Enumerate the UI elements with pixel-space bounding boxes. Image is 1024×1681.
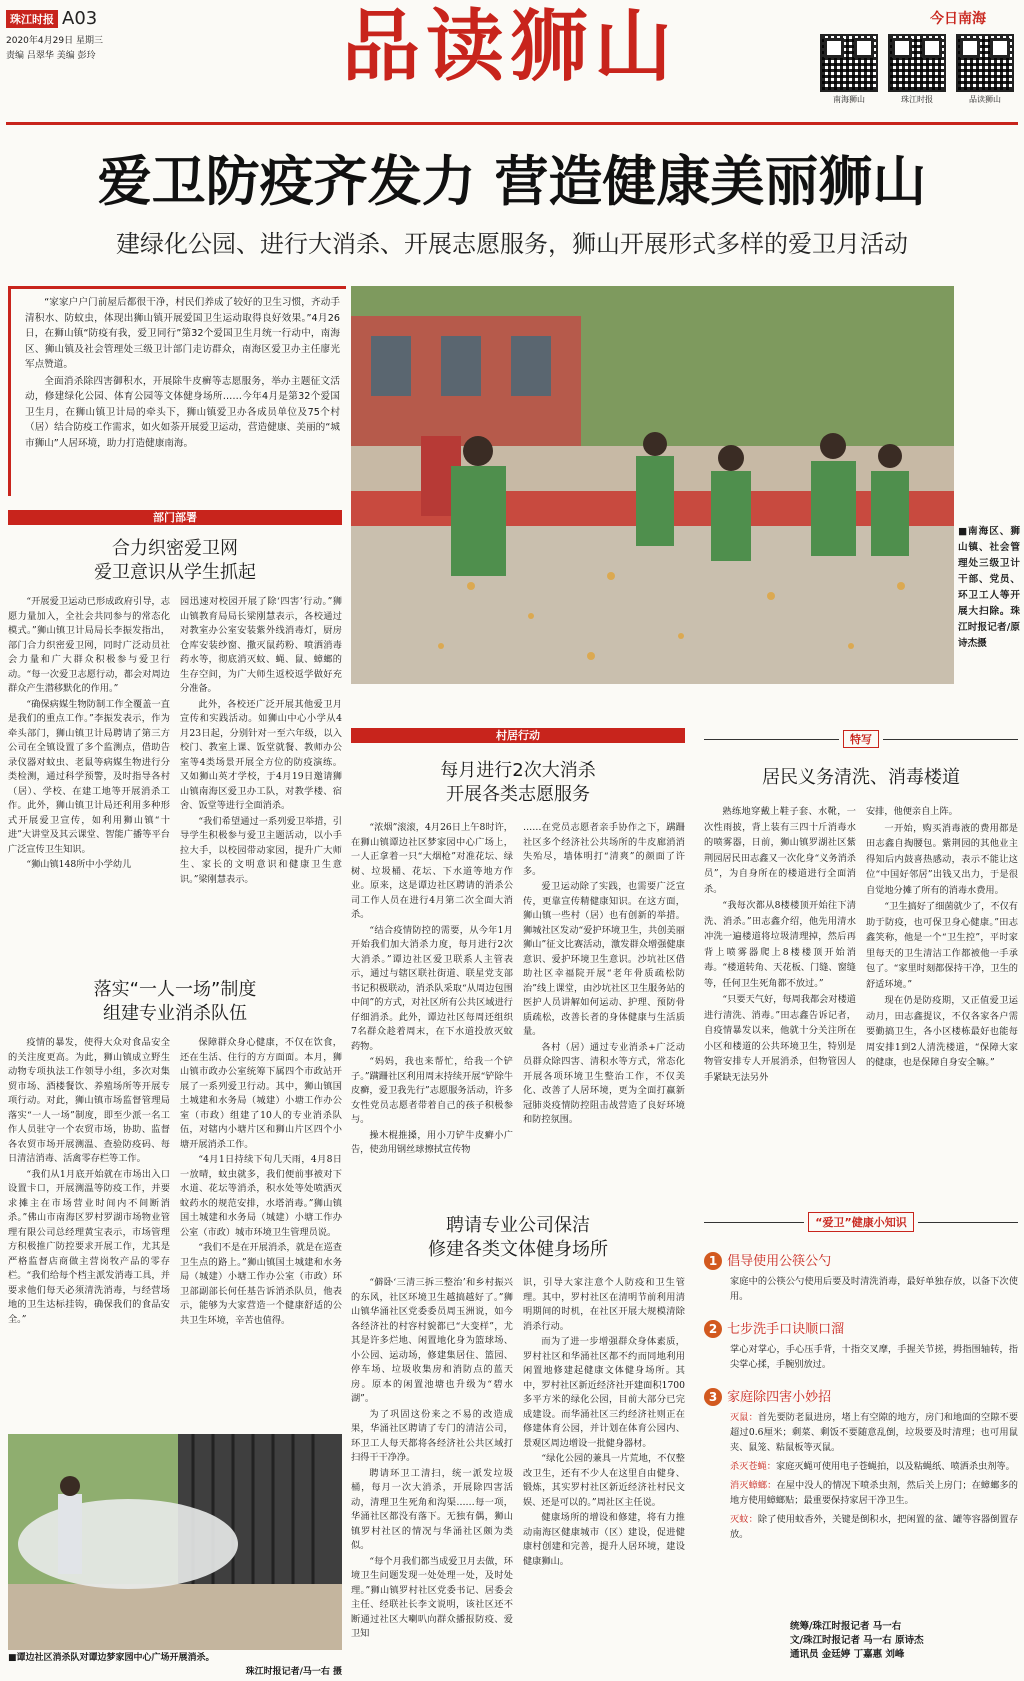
paragraph: 一开始，购买消毒液的费用都是田志鑫自掏腰包。紫荆园的其他业主得知后内鼓喜热感动，表示不能让这位“中国好邻居”出钱又出力，于是很自觉地分摊了所有的消毒水费用。 [866, 822, 1018, 896]
editor-credits: 责编 吕翠华 美编 彭玲 [6, 51, 96, 61]
disinfection-photo-illustration [8, 1434, 342, 1650]
tip-keyword: 灭蚊： [730, 1514, 758, 1525]
tip-title: 倡导使用公筷公勺 [727, 1254, 832, 1269]
article-title: 修建各类文体健身场所 [428, 1239, 608, 1260]
article-title: 居民义务清洗、消毒楼道 [762, 767, 960, 788]
today-label: 今日南海 [930, 11, 986, 27]
article-body [8, 595, 342, 993]
paragraph: 各村（居）通过专业消杀+广泛动员群众除四害、清积水等方式，常态化开展各项环境卫生整治工作，不仅美化、改善了人居环境，更为全面打赢新冠肺炎疫情防控阻击战营造了良好环境和防控氛围。 [523, 1041, 685, 1125]
lead-paragraph: “家家户户门前屋后都很干净，村民们养成了较好的卫生习惯，齐动手清积水、防蚊虫，体现出狮山镇开展爱国卫生运动取得良好效果。”4月26日，在狮山镇“防疫有我，爱卫同行”第32个爱国卫生月统一行动中，南海区、狮山镇及社会管理处三级卫计部门走访群众，南海区爱卫办主任廖光军点赞道。 [25, 297, 340, 370]
text-column [351, 821, 513, 1173]
tip-keyword: 灭鼠： [730, 1412, 758, 1423]
qr-block [820, 34, 878, 112]
text-column [8, 1036, 170, 1428]
text-column [866, 804, 1018, 1212]
divider [704, 739, 839, 740]
masthead-rule [6, 122, 1018, 125]
qr-code-icon[interactable] [820, 34, 878, 92]
tip-body [730, 1410, 1018, 1542]
tip-number: 2 [704, 1320, 722, 1338]
article-body [351, 821, 685, 1173]
paragraph: 而为了进一步增强群众身体素质，罗村社区和华涌社区都不约而同地利用闲置地修建起健康文体健身场所。其中，罗村社区新近经济社开建面积1700多平方米的绿化公园，目前大部分已完成建设。而华涌社区三约经济社则正在修建体育公园，并计划在体育公园内、景观区周边增设一批健身器材。 [523, 1336, 685, 1449]
tip-subitem [730, 1410, 1018, 1455]
tip-number: 3 [704, 1388, 722, 1406]
tips-title-row [704, 1212, 1018, 1232]
paragraph: “我每次都从8楼楼顶开始往下清洗、消杀。”田志鑫介绍，他先用清水冲洗一遍楼道将垃圾清理掉，然后再背上喷雾器爬上8楼楼顶开始消毒。“楼道转角、天花板、门缝、窗缝等，任何卫生死角都不放过。” [704, 900, 856, 989]
disinfection-photo-credit: 珠江时报记者/马一右 摄 [245, 1667, 342, 1677]
disinfection-photo [8, 1434, 342, 1650]
article-body [8, 1036, 342, 1428]
paragraph: “妈妈，我也来帮忙，给我一个铲子。”蹒跚社区利用周末持续开展“铲除牛皮癣，爱卫我先行”志愿服务活动，许多女性党员志愿者带着自己的孩子积极参与。 [351, 1056, 513, 1125]
tip-text: 首先要防老鼠进房，堵上有空隙的地方，房门和地面的空隙不要超过0.6厘米；剩菜、剩饭不要随意乱倒，垃圾要及时清理；也可用鼠夹、鼠笼、粘鼠板等灭鼠。 [730, 1412, 1019, 1453]
disinfection-photo-caption: ■谭边社区消杀队对谭边梦家园中心广场开展消杀。 [8, 1653, 215, 1663]
article-disinfection-team [8, 978, 342, 1428]
tip-item [704, 1318, 1018, 1372]
paragraph: 为了巩固这份来之不易的改造成果，华涌社区聘请了专门的清洁公司，环卫工人每天都将各经济社公共区域打扫得干干净净。 [351, 1408, 513, 1463]
tip-keyword: 消灭蟑螂： [730, 1480, 777, 1491]
sub-headline: 建绿化公园、进行大消杀、开展志愿服务，狮山开展形式多样的爱卫月活动 [116, 230, 908, 258]
paragraph: 疫情的暴发，使得大众对食品安全的关注度更高。为此，狮山镇成立野生动物专项执法工作领导小组，多次对集贸市场、酒楼餐饮、养殖场所等开展专项行动。对此，狮山镇市场监督管理局落实“一人一场”制度，即至少派一名工作人员驻守一个农贸市场，协助、监督各农贸市场开展测温、查验防疫码、每日清洁消毒、活禽零存栏等工作。 [8, 1037, 170, 1164]
paragraph: ……在党员志愿者亲手协作之下，蹒跚社区多个经济社公共场所的牛皮廊消消失殆尽，墙体明打“清爽”的颜面了许多。 [523, 822, 685, 877]
text-column [704, 804, 856, 1212]
tips-title: “爱卫”健康小知识 [808, 1212, 913, 1232]
text-column [8, 595, 170, 993]
paragraph: 聘请环卫工清扫，统一派发垃圾桶，每月一次大消杀，开展除四害活动，清理卫生死角和沟渠……每一项，华涌社区都没有落下。无独有偶，狮山镇罗村社区的情况与华涌社区颇为类似。 [351, 1467, 513, 1551]
paragraph: “卫生搞好了细菌就少了，不仅有助于防疫，也可保卫身心健康。”田志鑫笑称，他是一个“卫生控”，平时家里每天的卫生清洁工作都被他一手承包了。“家里时刻都保持干净，卫生的舒适环境。” [866, 901, 1018, 990]
health-tips-box [704, 1212, 1018, 1604]
text-column [180, 1036, 342, 1428]
section-title: 品读狮山 [341, 1, 678, 92]
article-title: 合力织密爱卫网 [112, 538, 238, 559]
tip-subitem [730, 1459, 1018, 1474]
paragraph: 健康场所的增设和修建，将有力推动南海区健康城市（区）建设，促进健康村创建和完善，提升人居环境，建设健康狮山。 [523, 1512, 685, 1567]
text-column [523, 1276, 685, 1680]
article-cleaning-company [351, 1214, 685, 1680]
paragraph: “我们从1月底开始就在市场出入口设置卡口，开展测温等防疫工作，并要求摊主在市场营业时间内不间断消杀。”佛山市南海区罗村罗湖市场物业管理有限公司总经理黄宝表示，市场管理方积极推广防控要求开展工作，尤其是严格监督店商做主营岗牧产品的零存栏。“我们给每个档主派发消毒工具，并要求他们每天必须清洗消毒，与经营场地的卫生达标挂钩，确保我们的食品安全。” [8, 1168, 170, 1325]
article-title: 开展各类志愿服务 [446, 784, 590, 805]
qr-block [956, 34, 1014, 112]
credit-line: 统筹/珠江时报记者 马一右 [790, 1621, 902, 1632]
article-village-action [351, 728, 685, 1173]
article-department [8, 510, 342, 993]
paragraph: 识，引导大家注意个人防疫和卫生管理。其中，罗村社区在清明节前利用清明期间的时机，在社区开展大规模清除消杀行动。 [523, 1277, 685, 1332]
credit-line: 文/珠江时报记者 马一右 原诗杰 [790, 1635, 924, 1646]
paragraph: “开展爱卫运动已形成政府引导，志愿力量加入，全社会共同参与的常态化模式。”狮山镇卫计局局长李振发指出，部门合力织密爱卫网，同时广泛动员社会力量和广大群众积极参与爱卫行动。“每一次爱卫志愿行动，都会对周边群众产生潜移默化的作用。” [8, 596, 170, 694]
article-body [351, 1276, 685, 1680]
qr-code-icon[interactable] [888, 34, 946, 92]
tip-item [704, 1386, 1018, 1542]
paragraph: “只要天气好，每周我都会对楼道进行清洗、消毒。”田志鑫告诉记者，自疫情暴发以来，他就十分关注所在小区和楼道的公共环境卫生，特别是物管安排专人开展消杀，但物管因人手紧缺无法另外 [704, 994, 856, 1083]
lead-box [8, 286, 346, 496]
paragraph: “每个月我们都当成爱卫月去做，环境卫生问题发现一处处理一处，及时处理。”狮山镇罗村社区党委书记、居委会主任、经联社长李文说明，该社区还不断通过社区大喇叭向群众播报防疫、爱卫知 [351, 1555, 513, 1639]
paragraph: 现在仍是防疫期，又正值爱卫运动月，田志鑫提议，不仅各家各户需要勤搞卫生，各小区楼栋最好也能每周安排1到2人清洗楼道，“保障大家的健康，也是保障自身安全嘛。” [866, 995, 1018, 1068]
section-tag: 村居行动 [351, 728, 685, 743]
qr-label: 南海狮山 [833, 95, 865, 104]
paragraph: “我们不是在开展消杀，就是在巡查卫生点的路上。”狮山镇国土城建和水务局（城建）小塘工作办公室（市政）环卫部副部长何任基告诉消杀队员，他表示，能够为大家营造一个健康舒适的公共卫生环境，辛苦也值得。 [180, 1242, 342, 1326]
article-body [704, 804, 1018, 1212]
paragraph: “确保病媒生物防制工作全覆盖一直是我们的重点工作。”李振发表示，作为牵头部门，狮山镇卫计局聘请了第三方公司在全镇设置了多个监测点，借助告录仪器对蚊虫、老鼠等病媒生物进行分类检测，通过科学预警，及时指导各村（居）、学校、在建工地等开展消杀工作。此外，狮山镇卫计局还利用多种形式开展爱卫宣传，如利用狮山镇“十进”大讲堂及其云课堂、智能广播等平台广泛宣传卫生知识。 [8, 698, 170, 855]
text-column [180, 595, 342, 993]
qr-label: 珠江时报 [901, 95, 933, 104]
main-headline: 爱卫防疫齐发力 营造健康美丽狮山 [97, 150, 927, 213]
main-photo-caption: ■南海区、狮山镇、社会管理处三级卫计干部、党员、环卫工人等开展大扫除。珠江时报记者/原诗杰摄 [958, 526, 1020, 649]
divider [704, 1222, 804, 1223]
article-title: 组建专业消杀队伍 [103, 1003, 247, 1024]
paragraph: 保障群众身心健康，不仅在饮食，还在生活、住行的方方面面。本月，狮山镇市政办公室统筹下属四个市政站开展了一系列爱卫行动。其中，狮山镇国土城建和水务局（城建）小塘工作办公室（市政）组建了10人的专业消杀队伍，对辖内小塘片区和狮山片区四个小塘开展消杀工作。 [180, 1037, 342, 1150]
tip-subitem [730, 1478, 1018, 1508]
page-number: A03 [62, 8, 98, 29]
paragraph: “浓烟”滚滚，4月26日上午8时许，在狮山镇谭边社区梦家园中心广场上，一人正拿着一只“大烟枪”对准花坛、绿树、垃圾桶、花坛、下水道等地方作业。原来，这是谭边社区聘请的消杀公司工作人员在进行4月第二次全面大消杀。 [351, 822, 513, 920]
article-feature [704, 730, 1018, 1212]
tip-subitem [730, 1512, 1018, 1542]
lead-paragraph: 全面消杀除四害御积水，开展除牛皮癣等志愿服务，举办主题征文活动，修建绿化公园、体育公园等文体健身场所……今年4月是第32个爱国卫生月，在狮山镇卫计局的牵头下，狮山镇爱卫办各成员单位及75个村（居）结合防疫工作需求，如火如荼开展爱卫运动，营造健康、美丽的“城市狮山”人居环境，助力打造健康南海。 [25, 375, 340, 449]
paper-logo: 珠江时报 [6, 10, 58, 28]
section-tag: 特写 [843, 730, 879, 748]
article-title: 落实“一人一场”制度 [93, 979, 257, 1000]
qr-label: 品读狮山 [969, 95, 1001, 104]
credit-line: 通讯员 金廷婷 丁嘉惠 刘峰 [790, 1649, 905, 1660]
tip-title: 七步洗手口诀顺口溜 [727, 1322, 845, 1337]
paragraph: “僻卧‘三清三拆三整治’和乡村振兴的东风，社区环境卫生越搞越好了。”狮山镇华涌社区党委委员周玉洲说，如今各经济社的村容村貌都已“大变样”，尤其是许多烂地、闲置地化身为篮球场、小公园、运动场，修建集居住、篮园、停车场、垃圾收集房和消防点的蓝天房。原本的闲置池塘也升级为“碧水湖”。 [351, 1277, 513, 1404]
main-photo-illustration [351, 286, 954, 684]
paragraph: 此外，各校还广泛开展其他爱卫月宣传和实践活动。如狮山中心小学从4月23日起，分别针对一至六年级，以入校门、教室上课、饭堂就餐、教师办公室等4类场景开展全方位的防疫演练。又如狮山英才学校，于4月19日邀请狮山镇南海区爱卫办工队，对教学楼、宿舍、饭堂等进行全面消杀。 [180, 698, 342, 811]
paragraph: 熟练地穿戴上鞋子套、水靴，一次性雨披，背上装有三四十斤消毒水的喷雾器，日前，狮山镇罗湖社区紫荆园居民田志鑫又一次化身“义务消杀员”，为自身所在的楼道进行全面消杀。 [704, 806, 856, 895]
paragraph: “绿化公园的兼具一片荒地，不仅整改卫生，还有不少人在这里自由健身、锻炼，其实罗村社区新近经济社村民文娱、还是可以的。”周社区主任说。 [523, 1453, 685, 1508]
tip-title: 家庭除四害小妙招 [727, 1390, 832, 1405]
text-column [351, 1276, 513, 1680]
tip-number: 1 [704, 1252, 722, 1270]
text-column [523, 821, 685, 1173]
divider [883, 739, 1018, 740]
section-tag: 部门部署 [8, 510, 342, 525]
credits-block [790, 1620, 1018, 1662]
paragraph: “狮山镇148所中小学幼儿 [26, 859, 132, 870]
article-title: 每月进行2次大消杀 [440, 760, 596, 781]
tip-text: 除了使用蚊香外，关键是倒积水，把闲置的盆、罐等容器倒置存放。 [730, 1514, 1019, 1540]
tip-item [704, 1250, 1018, 1304]
qr-code-icon[interactable] [956, 34, 1014, 92]
main-photo [351, 286, 954, 684]
tip-keyword: 杀灭苍蝇： [730, 1461, 776, 1472]
tip-body: 家庭中的公筷公勺使用后要及时清洗消毒，最好单独存放，以备下次使用。 [730, 1276, 1018, 1302]
divider [918, 1222, 1018, 1223]
article-title: 爱卫意识从学生抓起 [94, 562, 256, 583]
article-title: 聘请专业公司保洁 [446, 1215, 590, 1236]
issue-date: 2020年4月29日 星期三 [6, 36, 103, 46]
paragraph: 爱卫运动除了实践，也需要广泛宣传，更靠宣传精健康知识。在这方面，狮山镇一些村（居）也有创新的举措。狮城社区发动“爱护环境卫生，共创美丽狮山”征文比赛活动，激发群众增强健康意识、爱护环境卫生意识。沙坑社区借助社区幸福院开展“老年骨质疏松防治”线上课堂，由沙坑社区卫生服务站的医护人员讲解如何运动、护理、预防骨质疏松，改善长者的身体健康与生活质量。 [523, 881, 685, 1037]
paragraph: “4月1日持续下旬几天雨，4月8日一放晴，蚊虫就多，我们便前事被对下水道、花坛等消杀，积水处等处喷洒灭蚊药水的规范安排，水塔消毒。”狮山镇国土城建和水务局（城建）小塘工作办公室（市政）城市环境卫生管理员说。 [180, 1154, 342, 1238]
qr-block [888, 34, 946, 112]
paragraph: “结合疫情防控的需要，从今年1月开始我们加大消杀力度，每月进行2次大消杀。”谭边社区爱卫联系人主管表示，通过与辖区联社街道、联星党支部书记积极联动，消杀队采取“从周边包围中间”的方式，对社区所有公共区域进行仔细消杀。此外，谭边社区每周还组织7名群众趁着周末，在下水道投放灭蚊药物。 [351, 924, 513, 1052]
paragraph: 安排，他便亲自上阵。 [866, 806, 958, 817]
paragraph: “我们希望通过一系列爱卫举措，引导学生积极参与爱卫主题活动，以小手拉大手，以校园带动家园，提升广大师生、家长的文明意识和健康卫生意识。”梁刚慧表示。 [180, 815, 342, 885]
tip-text: 家庭灭蝇可使用电子苍蝇拍，以及粘蝇纸、喷洒杀虫剂等。 [775, 1461, 1015, 1472]
paragraph: 操木棍推搡，用小刀铲牛皮癣小广告，使劲用钢丝球擦拭宣传物 [351, 1129, 513, 1155]
tip-body: 掌心对掌心，手心压手背，十指交叉摩，手握关节搓，拇指围轴转，指尖掌心揉，手腕别放过。 [730, 1344, 1018, 1370]
masthead-info [6, 8, 206, 68]
paragraph: 园迅速对校园开展了除‘四害’行动。”狮山镇教育局局长梁刚慧表示，各校通过对教室办公室安装紫外线消毒灯，厨房仓库安装纱窗、撒灭鼠药粉、喷洒消毒药水等，彻底消灭蚊、蝇、鼠、蟑螂的生存空间，为广大师生返校返学做好充分准备。 [180, 596, 342, 694]
feature-tag-row [704, 730, 1018, 748]
qr-group [820, 34, 1020, 112]
tip-text: 在屋中没人的情况下喷杀虫剂，然后关上房门；在蟑螂多的地方使用蟑螂贴；最重要保持家居干净卫生。 [730, 1480, 1018, 1506]
